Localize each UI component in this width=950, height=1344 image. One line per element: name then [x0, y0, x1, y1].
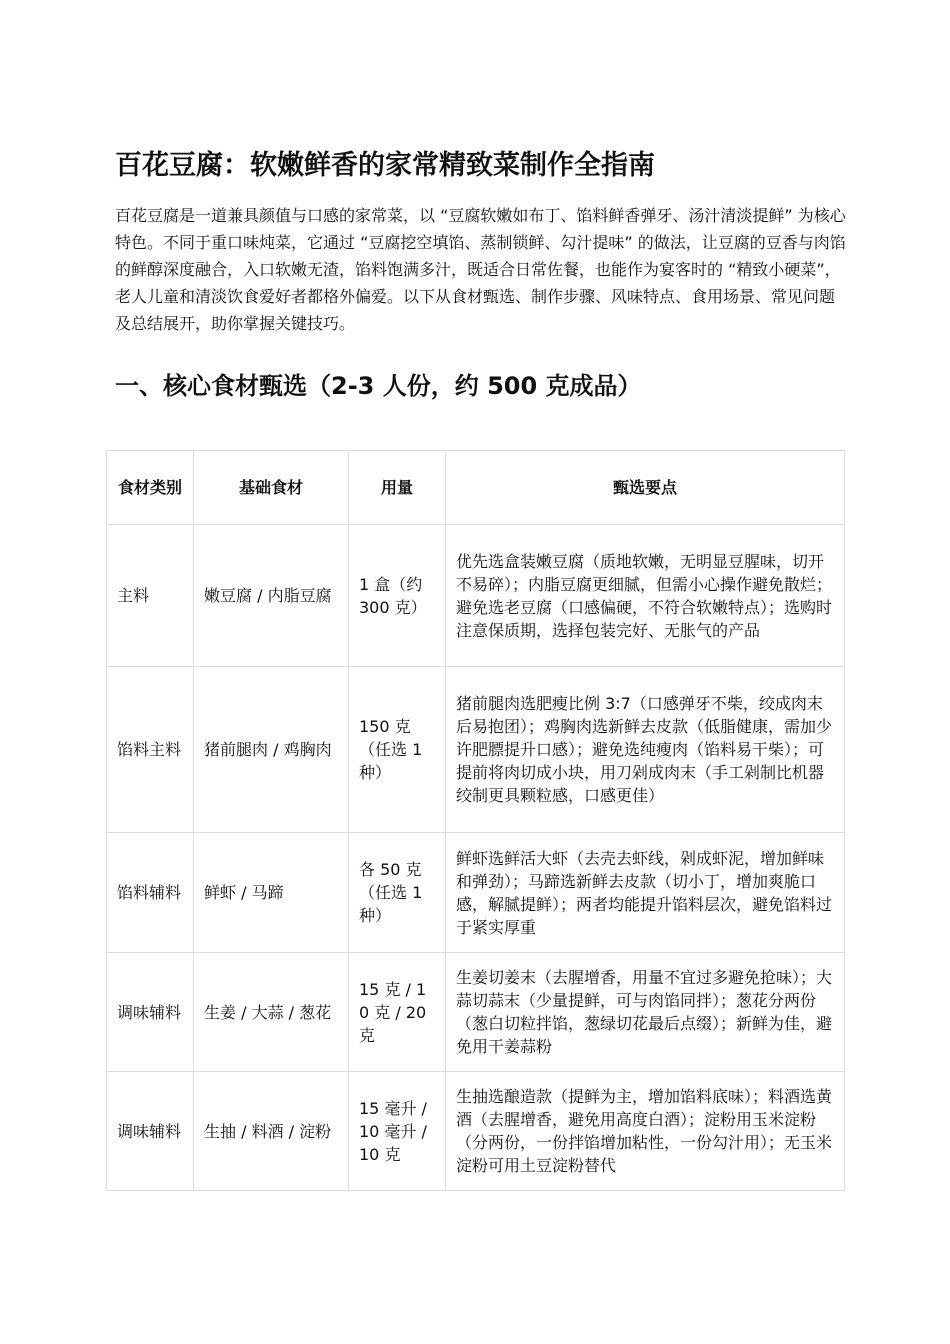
cell-ingredient: 生抽 / 料酒 / 淀粉: [194, 1072, 349, 1191]
cell-category: 馅料辅料: [107, 833, 194, 953]
table-header-row: [107, 451, 845, 525]
cell-category: 主料: [107, 525, 194, 667]
section-heading: 一、核心食材甄选（2-3 人份，约 500 克成品）: [115, 372, 642, 400]
cell-tips: 鲜虾选鲜活大虾（去壳去虾线，剁成虾泥，增加鲜味和弹劲）；马蹄选新鲜去皮款（切小丁，增加爽脆口感，解腻提鲜）；两者均能提升馅料层次，避免馅料过于紧实厚重: [446, 833, 845, 953]
cell-ingredient: 鲜虾 / 马蹄: [194, 833, 349, 953]
cell-amount: 150 克（任选 1 种）: [349, 667, 446, 833]
cell-amount: 15 克 / 10 克 / 20 克: [349, 953, 446, 1072]
table-row: [107, 953, 845, 1072]
table-row: [107, 667, 845, 833]
header-ingredient: 基础食材: [194, 451, 349, 525]
intro-paragraph: 百花豆腐是一道兼具颜值与口感的家常菜，以 “豆腐软嫩如布丁、馅料鲜香弹牙、汤汁清淡提鲜” 为核心特色。不同于重口味炖菜，它通过 “豆腐挖空填馅、蒸制锁鲜、勾汁提味” 的做法，让豆腐的豆香与肉馅的鲜醇深度融合，入口软嫩无渣，馅料饱满多汁，既适合日常佐餐，也能作为宴客时的 “精致小硬菜”，老人儿童和清淡饮食爱好者都格外偏爱。以下从食材甄选、制作步骤、风味特点、食用场景、常见问题及总结展开，助你掌握关键技巧。: [115, 206, 846, 333]
header-amount: 用量: [349, 451, 446, 525]
cell-ingredient: 猪前腿肉 / 鸡胸肉: [194, 667, 349, 833]
header-tips: 甄选要点: [446, 451, 845, 525]
header-category: 食材类别: [107, 451, 194, 525]
cell-amount: 1 盒（约 300 克）: [349, 525, 446, 667]
cell-amount: 15 毫升 / 10 毫升 / 10 克: [349, 1072, 446, 1191]
ingredients-table: [106, 450, 845, 1191]
cell-ingredient: 嫩豆腐 / 内脂豆腐: [194, 525, 349, 667]
cell-category: 调味辅料: [107, 953, 194, 1072]
cell-tips: 猪前腿肉选肥瘦比例 3:7（口感弹牙不柴，绞成肉末后易抱团）；鸡胸肉选新鲜去皮款（低脂健康，需加少许肥膘提升口感）；避免选纯瘦肉（馅料易干柴）；可提前将肉切成小块，用刀剁成肉末（手工剁制比机器绞制更具颗粒感，口感更佳）: [446, 667, 845, 833]
table-row: [107, 1072, 845, 1191]
table-row: [107, 833, 845, 953]
cell-category: 调味辅料: [107, 1072, 194, 1191]
page-title: 百花豆腐：软嫩鲜香的家常精致菜制作全指南: [115, 150, 655, 181]
cell-tips: 生姜切姜末（去腥增香，用量不宜过多避免抢味）；大蒜切蒜末（少量提鲜，可与肉馅同拌）；葱花分两份（葱白切粒拌馅，葱绿切花最后点缀）；新鲜为佳，避免用干姜蒜粉: [446, 953, 845, 1072]
table-row: [107, 525, 845, 667]
cell-category: 馅料主料: [107, 667, 194, 833]
cell-tips: 生抽选酿造款（提鲜为主，增加馅料底味）；料酒选黄酒（去腥增香，避免用高度白酒）；淀粉用玉米淀粉（分两份，一份拌馅增加粘性，一份勾汁用）；无玉米淀粉可用土豆淀粉替代: [446, 1072, 845, 1191]
cell-ingredient: 生姜 / 大蒜 / 葱花: [194, 953, 349, 1072]
cell-tips: 优先选盒装嫩豆腐（质地软嫩，无明显豆腥味，切开不易碎）；内脂豆腐更细腻，但需小心操作避免散烂；避免选老豆腐（口感偏硬，不符合软嫩特点）；选购时注意保质期，选择包装完好、无胀气的产品: [446, 525, 845, 667]
cell-amount: 各 50 克（任选 1 种）: [349, 833, 446, 953]
